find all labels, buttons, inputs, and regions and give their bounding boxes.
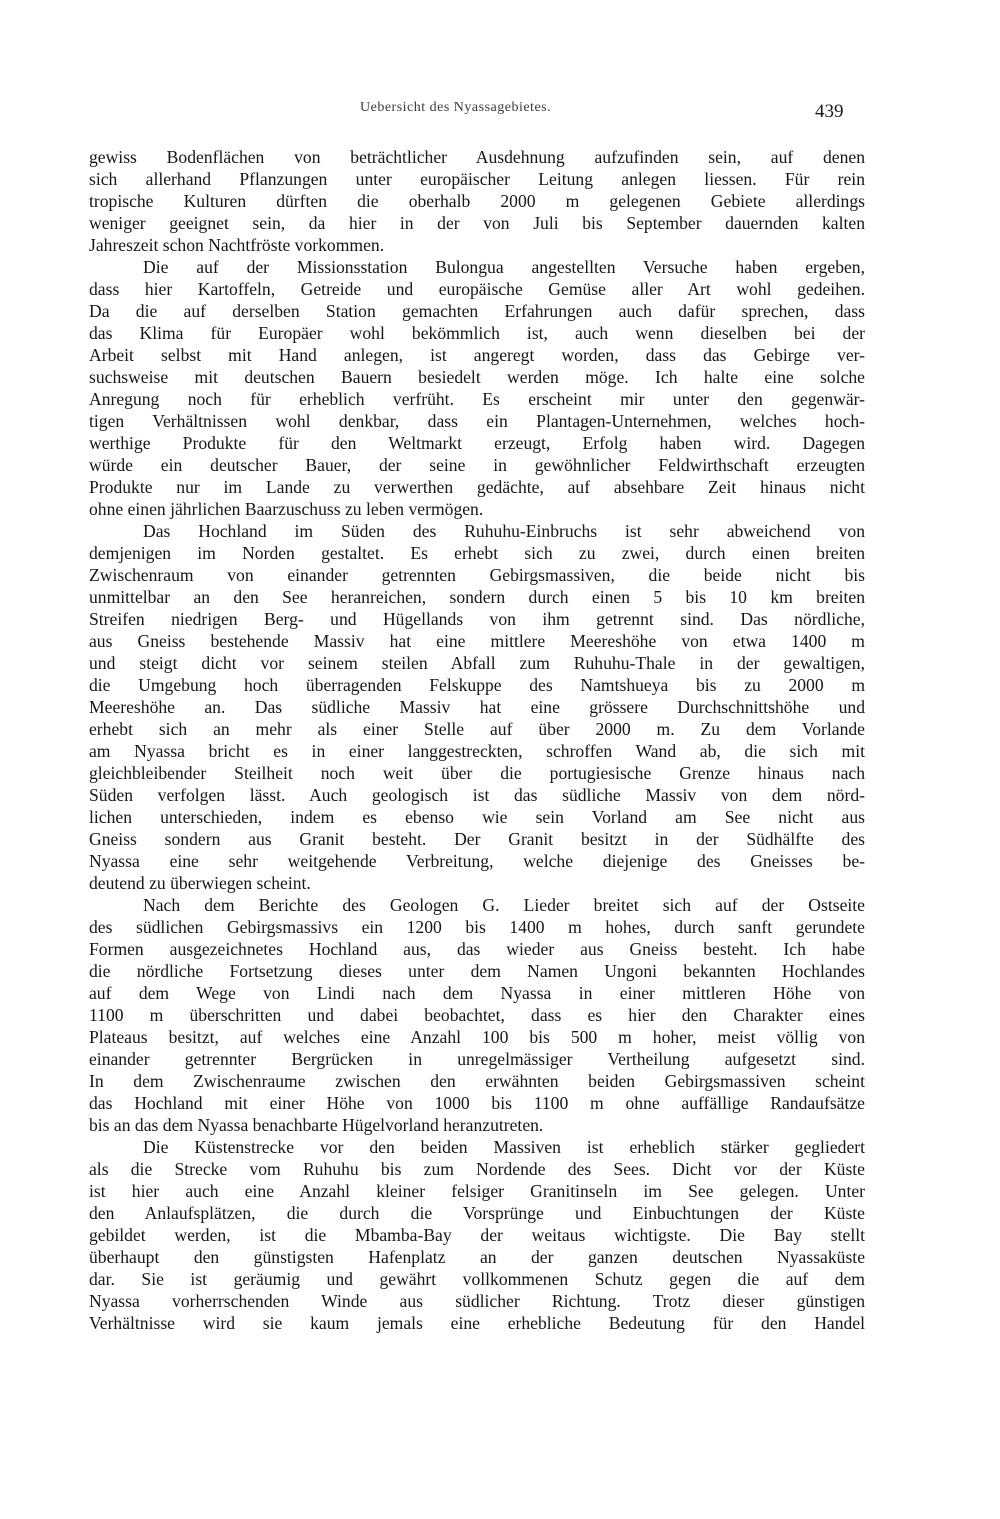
text-line: dass hier Kartoffeln, Getreide und europäische Gemüse aller Art wohl gedeihen.: [89, 279, 865, 299]
text-line: als die Strecke vom Ruhuhu bis zum Nordende des Sees. Dicht vor der Küste: [89, 1159, 865, 1179]
text-line: des südlichen Gebirgsmassivs ein 1200 bis 1400 m hohes, durch sanft gerundete: [89, 917, 865, 937]
text-line: überhaupt den günstigsten Hafenplatz an der ganzen deutschen Nyassaküste: [89, 1247, 865, 1267]
text-line: Jahreszeit schon Nachtfröste vorkommen.: [89, 235, 385, 255]
text-line: Das Hochland im Süden des Ruhuhu-Einbruchs ist sehr abweichend von: [143, 521, 865, 541]
text-line: demjenigen im Norden gestaltet. Es erhebt sich zu zwei, durch einen breiten: [89, 543, 865, 563]
paragraph: [89, 146, 865, 256]
text-line: ist hier auch eine Anzahl kleiner felsiger Granitinseln im See gelegen. Unter: [89, 1181, 865, 1201]
text-line: tropische Kulturen dürften die oberhalb 2000 m gelegenen Gebiete allerdings: [89, 191, 865, 211]
text-line: Nyassa eine sehr weitgehende Verbreitung, welche diejenige des Gneisses be-: [89, 851, 865, 871]
text-line: das Hochland mit einer Höhe von 1000 bis 1100 m ohne auffällige Randaufsätze: [89, 1093, 865, 1113]
text-line: gebildet werden, ist die Mbamba-Bay der weitaus wichtigste. Die Bay stellt: [89, 1225, 865, 1245]
text-line: Süden verfolgen lässt. Auch geologisch ist das südliche Massiv von dem nörd-: [89, 785, 865, 805]
text-line: Da die auf derselben Station gemachten Erfahrungen auch dafür sprechen, dass: [89, 301, 865, 321]
text-line: tigen Verhältnissen wohl denkbar, dass ein Plantagen-Unternehmen, welches hoch-: [89, 411, 865, 431]
text-line: werthige Produkte für den Weltmarkt erzeugt, Erfolg haben wird. Dagegen: [89, 433, 865, 453]
text-line: In dem Zwischenraume zwischen den erwähnten beiden Gebirgsmassiven scheint: [89, 1071, 865, 1091]
text-line: Anregung noch für erheblich verfrüht. Es erscheint mir unter den gegenwär-: [89, 389, 865, 409]
running-head: Uebersicht des Nyassagebietes.: [360, 100, 552, 115]
text-line: Produkte nur im Lande zu verwerthen gedächte, auf absehbare Zeit hinaus nicht: [89, 477, 865, 497]
text-line: erhebt sich an mehr als einer Stelle auf über 2000 m. Zu dem Vorlande: [89, 719, 865, 739]
text-line: deutend zu überwiegen scheint.: [89, 873, 311, 893]
text-line: einander getrennter Bergrücken in unregelmässiger Vertheilung aufgesetzt sind.: [89, 1049, 865, 1069]
paragraph: [89, 520, 865, 894]
text-line: Gneiss sondern aus Granit besteht. Der Granit besitzt in der Südhälfte des: [89, 829, 865, 849]
text-line: Die auf der Missionsstation Bulongua angestellten Versuche haben ergeben,: [143, 257, 865, 277]
text-line: und steigt dicht vor seinem steilen Abfall zum Ruhuhu-Thale in der gewaltigen,: [89, 653, 865, 673]
text-line: die Umgebung hoch überragenden Felskuppe des Namtshueya bis zu 2000 m: [89, 675, 865, 695]
text-line: Die Küstenstrecke vor den beiden Massiven ist erheblich stärker gegliedert: [143, 1137, 865, 1157]
text-line: würde ein deutscher Bauer, der seine in gewöhnlicher Feldwirthschaft erzeugten: [89, 455, 865, 475]
paragraph: [89, 1136, 865, 1334]
text-line: auf dem Wege von Lindi nach dem Nyassa in einer mittleren Höhe von: [89, 983, 865, 1003]
page-number: 439: [815, 101, 844, 122]
text-line: unmittelbar an den See heranreichen, sondern durch einen 5 bis 10 km breiten: [89, 587, 865, 607]
text-line: gewiss Bodenflächen von beträchtlicher Ausdehnung aufzufinden sein, auf denen: [89, 147, 865, 167]
text-line: lichen unterschieden, indem es ebenso wie sein Vorland am See nicht aus: [89, 807, 865, 827]
text-line: Formen ausgezeichnetes Hochland aus, das wieder aus Gneiss besteht. Ich habe: [89, 939, 865, 959]
paragraph: [89, 894, 865, 1136]
text-line: Nyassa vorherrschenden Winde aus südlicher Richtung. Trotz dieser günstigen: [89, 1291, 865, 1311]
text-line: gleichbleibender Steilheit noch weit über die portugiesische Grenze hinaus nach: [89, 763, 865, 783]
text-line: aus Gneiss bestehende Massiv hat eine mittlere Meereshöhe von etwa 1400 m: [89, 631, 865, 651]
text-line: bis an das dem Nyassa benachbarte Hügelvorland heranzutreten.: [89, 1115, 544, 1135]
text-line: das Klima für Europäer wohl bekömmlich ist, auch wenn dieselben bei der: [89, 323, 865, 343]
text-line: den Anlaufsplätzen, die durch die Vorsprünge und Einbuchtungen der Küste: [89, 1203, 865, 1223]
text-line: ohne einen jährlichen Baarzuschuss zu leben vermögen.: [89, 499, 484, 519]
text-line: dar. Sie ist geräumig und gewährt vollkommenen Schutz gegen die auf dem: [89, 1269, 865, 1289]
body-text: [89, 146, 865, 1334]
text-line: die nördliche Fortsetzung dieses unter dem Namen Ungoni bekannten Hochlandes: [89, 961, 865, 981]
text-line: Zwischenraum von einander getrennten Gebirgsmassiven, die beide nicht bis: [89, 565, 865, 585]
text-line: Streifen niedrigen Berg- und Hügellands von ihm getrennt sind. Das nördliche,: [89, 609, 865, 629]
text-line: Nach dem Berichte des Geologen G. Lieder breitet sich auf der Ostseite: [143, 895, 865, 915]
text-line: Meereshöhe an. Das südliche Massiv hat eine grössere Durchschnittshöhe und: [89, 697, 865, 717]
paragraph: [89, 256, 865, 520]
text-line: 1100 m überschritten und dabei beobachtet, dass es hier den Charakter eines: [89, 1005, 865, 1025]
text-line: Plateaus besitzt, auf welches eine Anzahl 100 bis 500 m hoher, meist völlig von: [89, 1027, 865, 1047]
text-line: Arbeit selbst mit Hand anlegen, ist angeregt worden, dass das Gebirge ver-: [89, 345, 865, 365]
text-line: sich allerhand Pflanzungen unter europäischer Leitung anlegen liessen. Für rein: [89, 169, 865, 189]
text-line: weniger geeignet sein, da hier in der von Juli bis September dauernden kalten: [89, 213, 865, 233]
text-line: Verhältnisse wird sie kaum jemals eine erhebliche Bedeutung für den Handel: [89, 1313, 865, 1333]
text-line: suchsweise mit deutschen Bauern besiedelt werden möge. Ich halte eine solche: [89, 367, 865, 387]
text-line: am Nyassa bricht es in einer langgestreckten, schroffen Wand ab, die sich mit: [89, 741, 865, 761]
